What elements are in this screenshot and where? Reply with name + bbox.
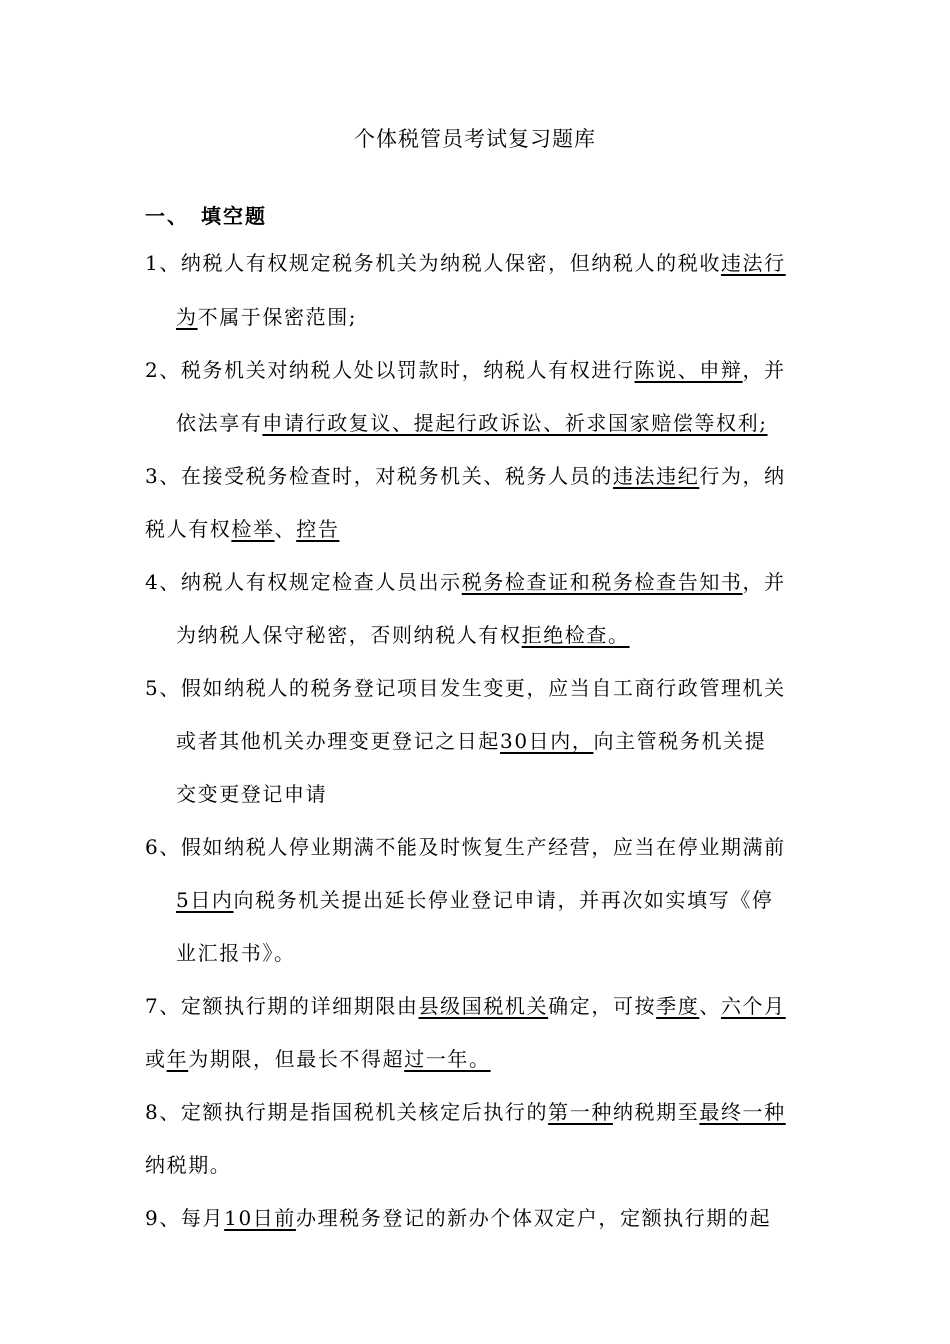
text-line (145, 514, 339, 544)
question-text: 4、纳税人有权规定检查人员出示 (145, 570, 462, 594)
text-line (176, 302, 357, 332)
question-text: 、 (274, 517, 297, 541)
answer-blank: 县级国税机关 (418, 994, 549, 1018)
question-text: 向税务机关提出延长停业登记申请，并再次如实填写《停 (233, 888, 774, 912)
question-text: 9、每月 (145, 1206, 225, 1230)
question-text: 纳税期。 (145, 1153, 232, 1177)
question-text: 2、税务机关对纳税人处以罚款时，纳税人有权进行 (145, 358, 635, 382)
answer-blank: 陈说、申辩 (634, 358, 743, 382)
answer-blank: 违法违纪 (612, 464, 700, 488)
text-line (145, 248, 786, 278)
page-title: 个体税管员考试复习题库 (354, 127, 596, 151)
question-text: 业汇报书》。 (176, 941, 296, 965)
question-text: 或 (145, 1047, 167, 1071)
question-text: 、 (699, 994, 721, 1018)
question-text: 确定，可按 (548, 994, 657, 1018)
question-text: 向主管税务机关提 (593, 729, 767, 753)
text-line (145, 461, 786, 491)
question-text: 交变更登记申请 (176, 782, 328, 806)
text-line (145, 1150, 231, 1180)
question-text: 8、定额执行期是指国税机关核定后执行的 (145, 1100, 549, 1124)
text-line (145, 991, 786, 1021)
answer-blank: 过一年。 (404, 1047, 491, 1071)
answer-blank: 年 (166, 1047, 189, 1071)
question-text: 或者其他机关办理变更登记之日起 (176, 729, 500, 753)
text-line (145, 567, 786, 597)
question-text: 3、在接受税务检查时，对税务机关、税务人员的 (145, 464, 613, 488)
answer-blank: 六个月 (720, 994, 786, 1018)
text-line (176, 938, 296, 968)
question-text: 不属于保密范围; (197, 305, 358, 329)
question-text: 7、定额执行期的详细期限由 (145, 994, 419, 1018)
question-text: 行为，纳 (699, 464, 786, 488)
text-line (145, 1097, 786, 1127)
question-text: 办理税务登记的新办个体双定户，定额执行期的起 (295, 1206, 772, 1230)
question-text: ，并 (742, 570, 786, 594)
text-line (145, 355, 786, 385)
text-line (176, 726, 766, 756)
text-line (145, 673, 786, 703)
section-heading: 一、 填空题 (145, 204, 267, 228)
text-line (145, 1044, 491, 1074)
text-line (176, 779, 327, 809)
answer-blank: 拒绝检查。 (521, 623, 630, 647)
answer-blank: 违法行 (720, 251, 786, 275)
question-text: 纳税期至 (612, 1100, 700, 1124)
question-text: 6、假如纳税人停业期满不能及时恢复生产经营，应当在停业期满前 (145, 835, 786, 859)
question-text: 1、纳税人有权规定税务机关为纳税人保密，但纳税人的税收 (145, 251, 721, 275)
question-text: 为纳税人保守秘密，否则纳税人有权 (176, 623, 522, 647)
text-line (145, 1203, 771, 1233)
answer-blank: 税务检查证和税务检查告知书 (461, 570, 743, 594)
answer-blank: 检举 (231, 517, 275, 541)
answer-blank: 5日内 (176, 888, 234, 912)
answer-blank: 第一种 (548, 1100, 613, 1124)
text-line (176, 885, 774, 915)
question-text: 5、假如纳税人的税务登记项目发生变更，应当自工商行政管理机关 (145, 676, 786, 700)
question-text: ，并 (742, 358, 786, 382)
text-line (145, 832, 786, 862)
question-text: 为期限，但最长不得超 (188, 1047, 405, 1071)
question-text: 税人有权 (145, 517, 232, 541)
answer-blank: 控告 (296, 517, 340, 541)
answer-blank: 为 (176, 305, 198, 329)
answer-blank: 30日内， (500, 729, 594, 753)
answer-blank: 10日前 (224, 1206, 296, 1230)
answer-blank: 季度 (656, 994, 700, 1018)
answer-blank: 申请行政复议、提起行政诉讼、祈求国家赔偿等权利; (262, 411, 768, 435)
question-text: 依法享有 (176, 411, 263, 435)
text-line (176, 620, 630, 650)
text-line (176, 408, 768, 438)
answer-blank: 最终一种 (699, 1100, 786, 1124)
